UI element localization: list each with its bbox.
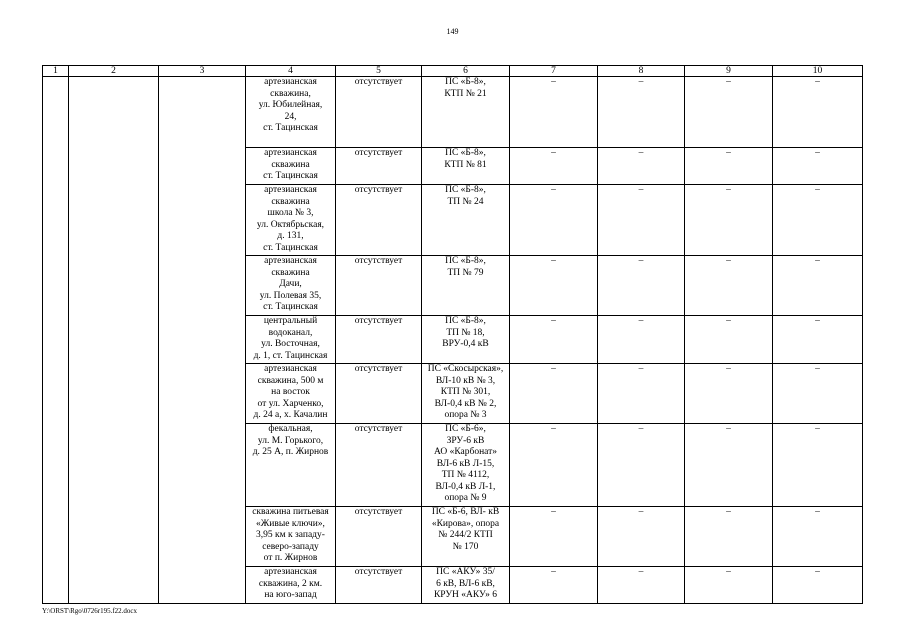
cell-col-7: – xyxy=(510,185,598,256)
column-header-2: 2 xyxy=(69,66,159,77)
column-header-7: 7 xyxy=(510,66,598,77)
cell-col-4: артезианская скважина ст. Тацинская xyxy=(246,148,336,185)
cell-col-5: отсутствует xyxy=(336,185,422,256)
cell-col-6: ПС «Б-8», КТП № 81 xyxy=(422,148,510,185)
merged-cell-col-2 xyxy=(69,77,159,604)
cell-col-4: скважина питьевая «Живые ключи», 3,95 км к западу- северо-западу от п. Жирнов xyxy=(246,507,336,567)
cell-col-4: центральный водоканал, ул. Восточная, д. 1, ст. Тацинская xyxy=(246,316,336,364)
column-header-1: 1 xyxy=(43,66,69,77)
cell-col-9: – xyxy=(685,316,773,364)
cell-col-5: отсутствует xyxy=(336,424,422,507)
cell-col-5: отсутствует xyxy=(336,77,422,148)
column-header-5: 5 xyxy=(336,66,422,77)
cell-col-6: ПС «Б-6», ЗРУ-6 кВ АО «Карбонат» ВЛ-6 кВ Л-15, ТП № 4112, ВЛ-0,4 кВ Л-1, опора № 9 xyxy=(422,424,510,507)
cell-col-6: ПС «АКУ» 35/ 6 кВ, ВЛ-6 кВ, КРУН «АКУ» 6 xyxy=(422,567,510,604)
cell-col-7: – xyxy=(510,364,598,424)
column-header-6: 6 xyxy=(422,66,510,77)
page-number: 149 xyxy=(446,27,459,36)
cell-col-10: – xyxy=(773,364,863,424)
cell-col-4: фекальная, ул. М. Горького, д. 25 А, п. Жирнов xyxy=(246,424,336,507)
document-table xyxy=(42,65,863,604)
footer-file-path: Y:\ORST\Rgo\0726r195.f22.docx xyxy=(42,607,138,615)
cell-col-6: ПС «Б-8», ТП № 24 xyxy=(422,185,510,256)
cell-col-4: артезианская скважина, ул. Юбилейная, 24, ст. Тацинская xyxy=(246,77,336,148)
cell-col-5: отсутствует xyxy=(336,567,422,604)
column-header-4: 4 xyxy=(246,66,336,77)
cell-col-9: – xyxy=(685,424,773,507)
cell-col-8: – xyxy=(598,567,685,604)
column-header-10: 10 xyxy=(773,66,863,77)
cell-col-8: – xyxy=(598,316,685,364)
cell-col-8: – xyxy=(598,364,685,424)
cell-col-9: – xyxy=(685,507,773,567)
cell-col-9: – xyxy=(685,567,773,604)
cell-col-10: – xyxy=(773,316,863,364)
cell-col-10: – xyxy=(773,567,863,604)
cell-col-7: – xyxy=(510,424,598,507)
cell-col-5: отсутствует xyxy=(336,148,422,185)
cell-col-7: – xyxy=(510,316,598,364)
cell-col-8: – xyxy=(598,185,685,256)
cell-col-8: – xyxy=(598,77,685,148)
cell-col-8: – xyxy=(598,148,685,185)
cell-col-7: – xyxy=(510,148,598,185)
cell-col-4: артезианская скважина, 2 км. на юго-запад xyxy=(246,567,336,604)
cell-col-10: – xyxy=(773,507,863,567)
cell-col-10: – xyxy=(773,148,863,185)
cell-col-6: ПС «Б-6, ВЛ- кВ «Кирова», опора № 244/2 КТП № 170 xyxy=(422,507,510,567)
cell-col-7: – xyxy=(510,567,598,604)
cell-col-8: – xyxy=(598,507,685,567)
cell-col-9: – xyxy=(685,256,773,316)
table-body xyxy=(43,77,863,604)
cell-col-9: – xyxy=(685,185,773,256)
cell-col-10: – xyxy=(773,185,863,256)
merged-cell-col-1 xyxy=(43,77,69,604)
cell-col-5: отсутствует xyxy=(336,507,422,567)
cell-col-6: ПС «Б-8», КТП № 21 xyxy=(422,77,510,148)
column-header-9: 9 xyxy=(685,66,773,77)
cell-col-9: – xyxy=(685,364,773,424)
column-header-3: 3 xyxy=(159,66,246,77)
cell-col-5: отсутствует xyxy=(336,316,422,364)
cell-col-8: – xyxy=(598,256,685,316)
cell-col-9: – xyxy=(685,77,773,148)
cell-col-7: – xyxy=(510,77,598,148)
cell-col-5: отсутствует xyxy=(336,364,422,424)
cell-col-7: – xyxy=(510,507,598,567)
cell-col-5: отсутствует xyxy=(336,256,422,316)
cell-col-6: ПС «Б-8», ТП № 18, ВРУ-0,4 кВ xyxy=(422,316,510,364)
cell-col-4: артезианская скважина Дачи, ул. Полевая 35, ст. Тацинская xyxy=(246,256,336,316)
cell-col-10: – xyxy=(773,256,863,316)
cell-col-10: – xyxy=(773,424,863,507)
cell-col-6: ПС «Б-8», ТП № 79 xyxy=(422,256,510,316)
cell-col-10: – xyxy=(773,77,863,148)
cell-col-6: ПС «Скосырская», ВЛ-10 кВ № 3, КТП № 301, ВЛ-0,4 кВ № 2, опора № 3 xyxy=(422,364,510,424)
header-row xyxy=(43,66,863,77)
table-row xyxy=(43,77,863,148)
cell-col-4: артезианская скважина школа № 3, ул. Октябрьская, д. 131, ст. Тацинская xyxy=(246,185,336,256)
cell-col-9: – xyxy=(685,148,773,185)
cell-col-4: артезианская скважина, 500 м на восток от ул. Харченко, д. 24 а, х. Качалин xyxy=(246,364,336,424)
cell-col-8: – xyxy=(598,424,685,507)
cell-col-7: – xyxy=(510,256,598,316)
column-header-8: 8 xyxy=(598,66,685,77)
merged-cell-col-3 xyxy=(159,77,246,604)
